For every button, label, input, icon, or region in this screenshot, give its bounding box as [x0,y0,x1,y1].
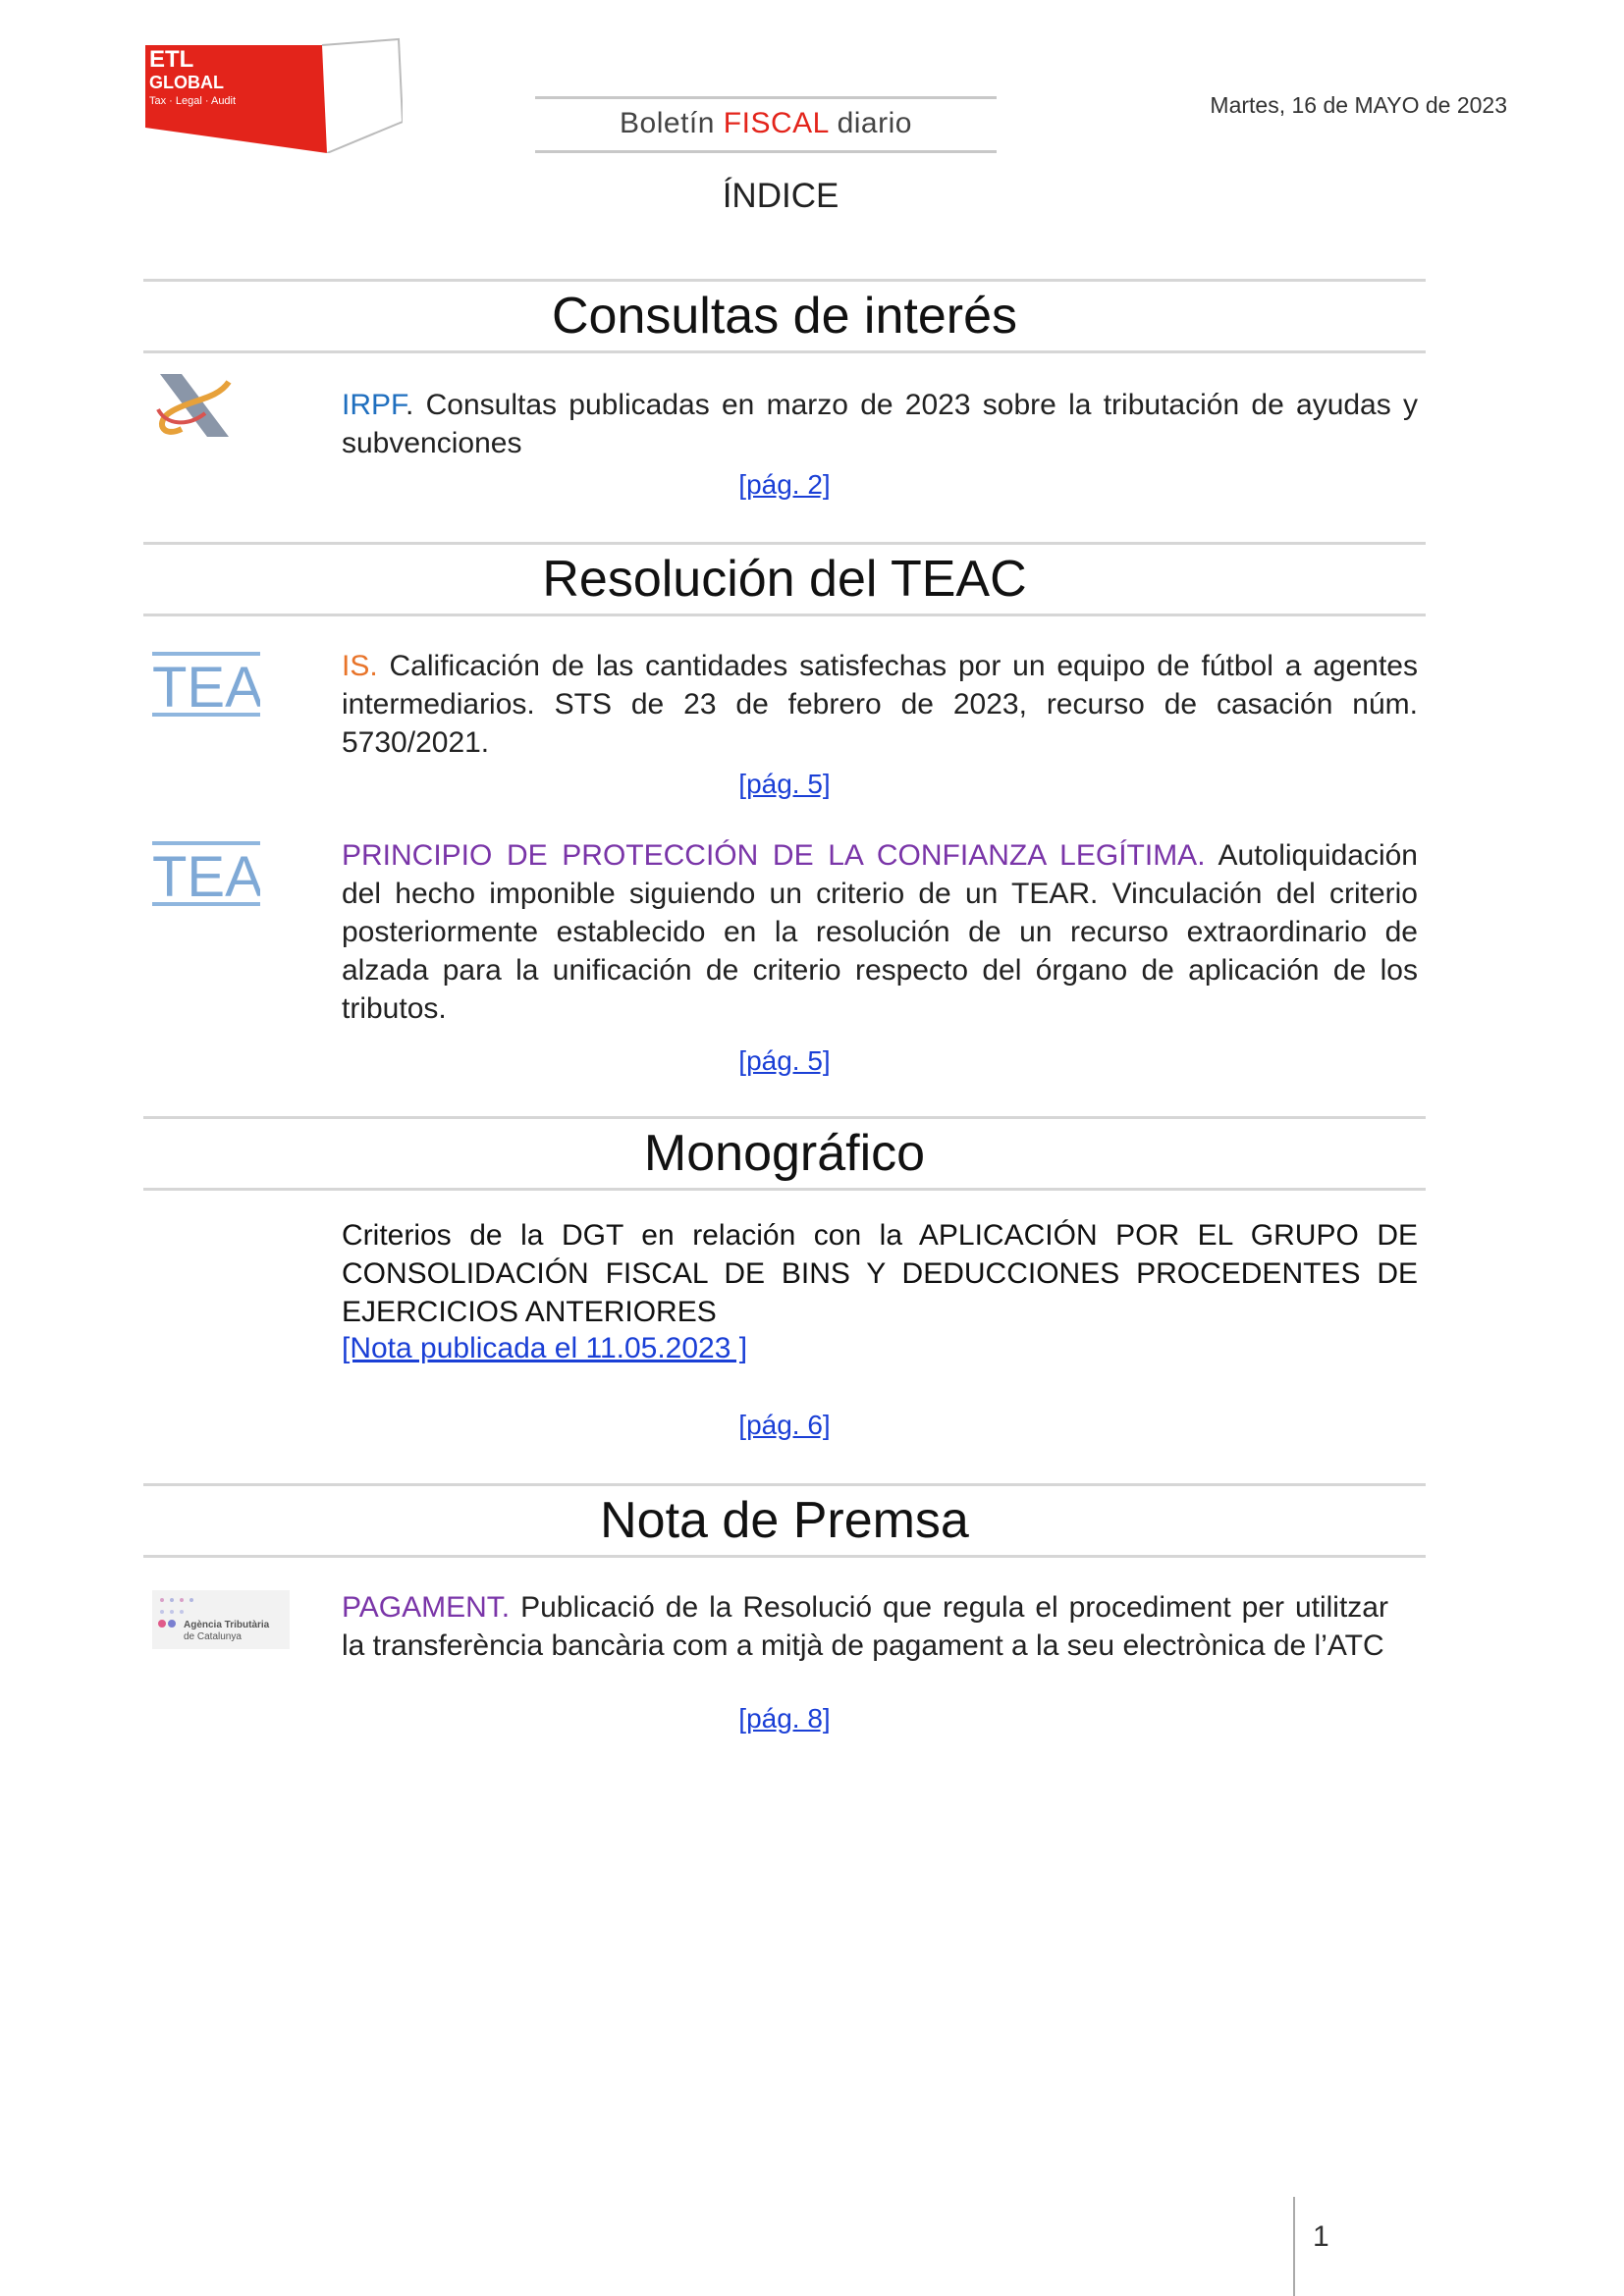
atc-line1: Agència Tributària [184,1620,270,1630]
tea-icon-text: TEA [152,656,260,717]
entry-irpf-page [143,469,1426,501]
section-nota-premsa: Nota de Premsa [143,1483,1426,1558]
entry-is-label: IS. [342,650,378,682]
entry-pagament-label: PAGAMENT. [342,1591,511,1624]
page-number: 1 [1293,2197,1352,2296]
aeat-icon [152,370,236,446]
page-link-pagament[interactable]: [pág. 8] [738,1703,831,1734]
bulletin-title: Boletín FISCAL diario [535,96,997,153]
entry-irpf: IRPF. Consultas publicadas en marzo de 2023 sobre la tributación de ayudas y subvenciones [342,389,1418,459]
page-link-mono[interactable]: [pág. 6] [738,1410,831,1440]
etl-global-logo [145,37,403,153]
tea-icon-2 [152,841,260,911]
entry-mono-page [143,1410,1426,1441]
logo-line3: Tax · Legal · Audit [149,95,237,107]
logo-line1: ETL [149,46,194,73]
entry-pagament: PAGAMENT. Publicació de la Resolució que regula el procediment per utilitzar la transferència bancària com a mitjà de pagament a la seu electrònica de l’ATC [342,1591,1388,1662]
entry-pagament-page [143,1703,1426,1735]
index-title: ÍNDICE [722,177,839,215]
entry-principio-label: PRINCIPIO DE PROTECCIÓN DE LA CONFIANZA LEGÍTIMA. [342,839,1206,872]
section-consultas: Consultas de interés [143,279,1426,353]
page-link-irpf[interactable]: [pág. 2] [738,469,831,500]
section-teac: Resolución del TEAC [143,542,1426,616]
entry-is: IS. Calificación de las cantidades satisfechas por un equipo de fútbol a agentes intermediarios. STS de 23 de febrero de 2023, recurso de casación núm. 5730/2021. [342,650,1418,759]
tea-icon-text-2: TEA [152,845,260,906]
section-monografico: Monográfico [143,1116,1426,1191]
note-link[interactable]: [Nota publicada el 11.05.2023 ] [342,1332,748,1364]
entry-irpf-label: IRPF [342,389,406,421]
issue-date: Martes, 16 de MAYO de 2023 [1210,92,1507,118]
page-link-is[interactable]: [pág. 5] [738,769,831,799]
atc-line2: de Catalunya [184,1631,242,1642]
entry-mono: Criterios de la DGT en relación con la APLICACIÓN POR EL GRUPO DE CONSOLIDACIÓN FISCAL DE BINS Y DEDUCCIONES PROCEDENTES DE EJERCICIOS ANTERIORES [342,1219,1418,1328]
entry-is-page [143,769,1426,800]
entry-mono-note [342,1332,747,1365]
tea-icon [152,652,260,721]
atc-icon [152,1590,290,1654]
page-link-principio[interactable]: [pág. 5] [738,1045,831,1076]
entry-principio: PRINCIPIO DE PROTECCIÓN DE LA CONFIANZA LEGÍTIMA. Autoliquidación del hecho imponible siguiendo un criterio de un TEAR. Vinculación del criterio posteriormente establecido en la resolución de un recurso extraordinario de alzada para la unificación de criterio respecto del órgano de aplicación de los tributos. [342,839,1418,1025]
bulletin-highlight: FISCAL [723,107,829,139]
entry-principio-page [143,1045,1426,1077]
logo-line2: GLOBAL [149,73,224,92]
